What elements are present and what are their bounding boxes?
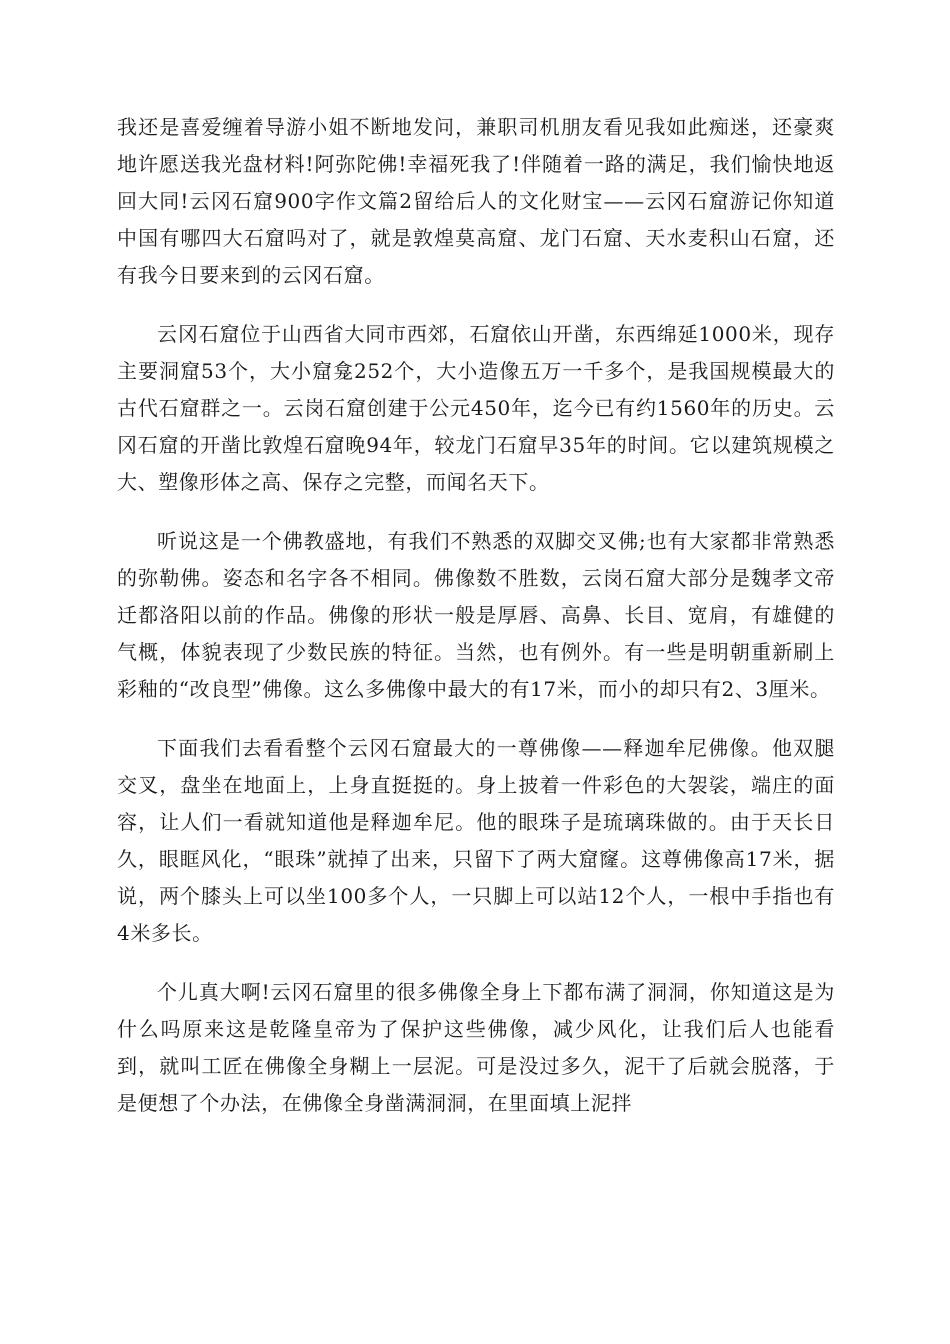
paragraph-2: 云冈石窟位于山西省大同市西郊，石窟依山开凿，东西绵延1000米，现存主要洞窟53个，大小窟龛252个，大小造像五万一千多个，是我国规模最大的古代石窟群之一。云岗石窟创建于公元450年，迄今已有约1560年的历史。云冈石窟的开凿比敦煌石窟晚94年，较龙门石窟早35年的时间。它以建筑规模之大、塑像形体之高、保存之完整，而闻名天下。 xyxy=(117,322,835,494)
paragraph-4: 下面我们去看看整个云冈石窟最大的一尊佛像——释迦牟尼佛像。他双腿交叉，盘坐在地面上，上身直挺挺的。身上披着一件彩色的大袈裟，端庄的面容，让人们一看就知道他是释迦牟尼。他的眼珠子是琉璃珠做的。由于天长日久，眼眶风化，“眼珠”就掉了出来，只留下了两大窟窿。这尊佛像高17米，据说，两个膝头上可以坐100多个人，一只脚上可以站12个人，一根中手指也有4米多长。 xyxy=(117,736,835,945)
paragraph-3: 听说这是一个佛教盛地，有我们不熟悉的双脚交叉佛;也有大家都非常熟悉的弥勒佛。姿态和名字各不相同。佛像数不胜数，云岗石窟大部分是魏孝文帝迁都洛阳以前的作品。佛像的形状一般是厚唇、高鼻、长目、宽肩，有雄健的气概，体貌表现了少数民族的特征。当然，也有例外。有一些是明朝重新刷上彩釉的“改良型”佛像。这么多佛像中最大的有17米，而小的却只有2、3厘米。 xyxy=(117,529,835,701)
document-body xyxy=(117,109,835,1144)
paragraph-1: 我还是喜爱缠着导游小姐不断地发问，兼职司机朋友看见我如此痴迷，还豪爽地许愿送我光盘材料!阿弥陀佛!幸福死我了!伴随着一路的满足，我们愉快地返回大同!云冈石窟900字作文篇2留给后人的文化财宝——云冈石窟游记你知道中国有哪四大石窟吗对了，就是敦煌莫高窟、龙门石窟、天水麦积山石窟，还有我今日要来到的云冈石窟。 xyxy=(117,115,835,287)
paragraph-5: 个儿真大啊!云冈石窟里的很多佛像全身上下都布满了洞洞，你知道这是为什么吗原来这是乾隆皇帝为了保护这些佛像，减少风化，让我们后人也能看到，就叫工匠在佛像全身糊上一层泥。可是没过多久，泥干了后就会脱落，于是便想了个办法，在佛像全身凿满洞洞，在里面填上泥拌 xyxy=(117,980,835,1115)
